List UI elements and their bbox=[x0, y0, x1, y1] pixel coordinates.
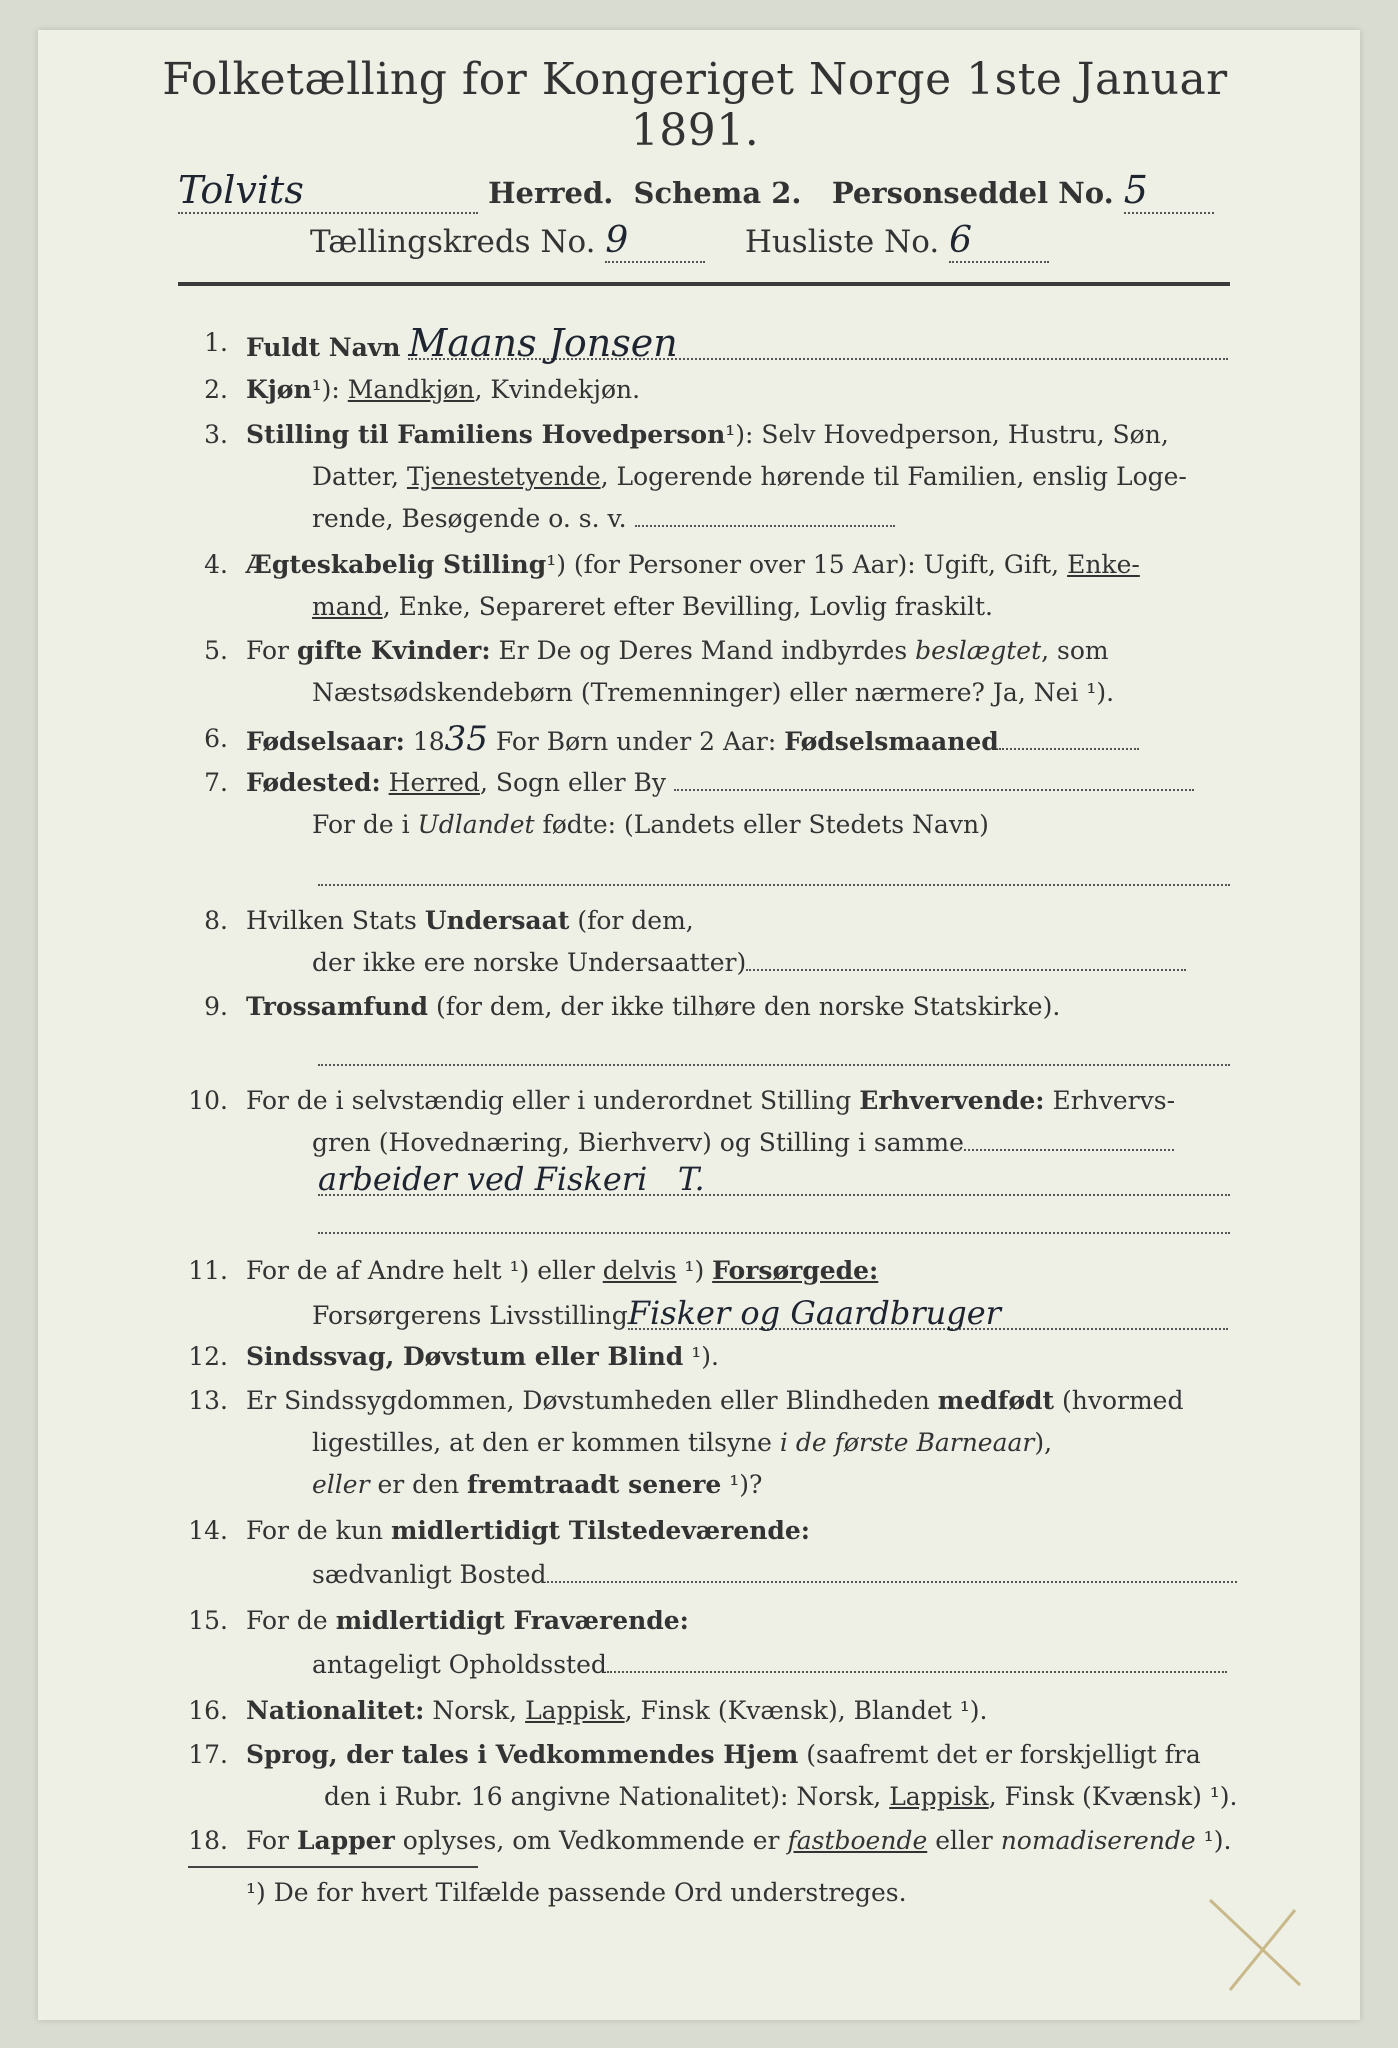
row-number: 8. bbox=[204, 906, 228, 935]
row-label: fremtraadt senere bbox=[467, 1470, 722, 1499]
row-number: 11. bbox=[188, 1256, 228, 1285]
row-number: 1. bbox=[204, 328, 228, 357]
row-text: den i Rubr. 16 angivne Nationalitet): Norsk, bbox=[324, 1782, 890, 1811]
row-number: 17. bbox=[188, 1740, 228, 1769]
row-label: Trossamfund bbox=[246, 992, 429, 1021]
row-number: 3. bbox=[204, 420, 228, 449]
row-text: antageligt Opholdssted bbox=[312, 1650, 607, 1679]
answer-blank bbox=[746, 969, 1186, 971]
row-number: 4. bbox=[204, 550, 228, 579]
answer-blank bbox=[318, 884, 1230, 886]
underlined-option: Enke- bbox=[1067, 550, 1140, 579]
row-text: For de af Andre helt ¹) eller bbox=[246, 1256, 603, 1285]
underlined-option: mand bbox=[312, 592, 383, 621]
underlined-option: Lappisk bbox=[889, 1782, 989, 1811]
personseddel-label: Personseddel No. bbox=[831, 176, 1114, 210]
row-text: Forsørgerens Livsstilling bbox=[312, 1301, 628, 1330]
herred-label: Herred. bbox=[488, 176, 614, 210]
row-label: Stilling til Familiens Hovedperson bbox=[246, 420, 726, 449]
row-text: ligestilles, at den er kommen tilsyne bbox=[312, 1428, 780, 1457]
row-number: 12. bbox=[188, 1342, 228, 1371]
answer-blank bbox=[999, 748, 1139, 750]
herred-name: Tolvits bbox=[178, 168, 478, 214]
full-name-answer: Maans Jonsen bbox=[408, 328, 1228, 360]
row-text: ¹). bbox=[1195, 1826, 1232, 1855]
row-text: sædvanligt Bosted bbox=[312, 1560, 547, 1589]
row-text: Norsk, bbox=[424, 1696, 526, 1725]
row-text: , Kvindekjøn. bbox=[474, 375, 641, 404]
row-text: (hvormed bbox=[1054, 1386, 1184, 1415]
row-label: Forsørgede: bbox=[712, 1256, 879, 1285]
row-number: 9. bbox=[204, 992, 228, 1021]
answer-blank bbox=[547, 1581, 1237, 1583]
row-text: , som bbox=[1041, 636, 1109, 665]
row-label: Sindssvag, Døvstum eller Blind bbox=[246, 1342, 684, 1371]
row-text: For bbox=[246, 1826, 297, 1855]
row-text: Er Sindssygdommen, Døvstumheden eller Blindheden bbox=[246, 1386, 938, 1415]
answer-blank bbox=[318, 1232, 1230, 1234]
row-text: er den bbox=[369, 1470, 468, 1499]
row-label: Nationalitet: bbox=[246, 1696, 425, 1725]
occupation-mark: T. bbox=[677, 1160, 705, 1198]
row-text: nomadiserende bbox=[1000, 1826, 1196, 1855]
row-number: 5. bbox=[204, 636, 228, 665]
row-text: For de i bbox=[312, 810, 418, 839]
occupation-answer bbox=[318, 1160, 1230, 1198]
row-number: 2. bbox=[204, 375, 228, 404]
row-number: 15. bbox=[188, 1606, 228, 1635]
row-text: eller bbox=[927, 1826, 1001, 1855]
row-number: 16. bbox=[188, 1696, 228, 1725]
row-label: midlertidigt Fraværende: bbox=[335, 1606, 689, 1635]
row-text: ), bbox=[1034, 1428, 1053, 1457]
kreds-label: Tællingskreds No. bbox=[310, 224, 596, 260]
row-number: 7. bbox=[204, 768, 228, 797]
row-text: Hvilken Stats bbox=[246, 906, 425, 935]
row-text: , Enke, Separeret efter Bevilling, Lovlig fraskilt. bbox=[382, 592, 993, 621]
kreds-line bbox=[310, 220, 1049, 263]
row-label: Undersaat bbox=[424, 906, 570, 935]
answer-blank bbox=[318, 1064, 1230, 1066]
row-text: Datter, bbox=[312, 462, 407, 491]
underlined-option: delvis bbox=[602, 1256, 677, 1285]
answer-blank bbox=[607, 1671, 1227, 1673]
herred-line bbox=[178, 168, 1214, 214]
underlined-option: Tjenestetyende bbox=[406, 462, 601, 491]
row-number: 10. bbox=[188, 1086, 228, 1115]
row-label: Kjøn bbox=[246, 375, 312, 404]
row-text: Udlandet bbox=[417, 810, 535, 839]
row-label: Fuldt Navn bbox=[246, 333, 401, 362]
row-text: For de i selvstændig eller i underordnet Stilling bbox=[246, 1086, 860, 1115]
answer-blank bbox=[674, 789, 1194, 791]
row-label: Fødselsmaaned bbox=[784, 727, 999, 756]
row-text: oplyses, om Vedkommende er bbox=[394, 1826, 788, 1855]
cross-mark-icon bbox=[1200, 1890, 1320, 2000]
answer-blank bbox=[964, 1149, 1174, 1151]
provider-occupation-answer: Fisker og Gaardbruger bbox=[628, 1298, 1228, 1330]
underlined-option: fastboende bbox=[787, 1826, 928, 1855]
row-text: , Sogn eller By bbox=[479, 768, 667, 797]
row-text: ¹): Selv Hovedperson, Hustru, Søn, bbox=[725, 420, 1169, 449]
row-number: 14. bbox=[188, 1516, 228, 1545]
row-text: gren (Hovednæring, Bierhverv) og Stilling i samme bbox=[312, 1128, 964, 1157]
row-text: i de første Barneaar bbox=[779, 1428, 1035, 1457]
row-number: 18. bbox=[188, 1826, 228, 1855]
row-number: 6. bbox=[204, 724, 228, 753]
row-text: ¹) (for Personer over 15 Aar): Ugift, Gift, bbox=[546, 550, 1068, 579]
husliste-label: Husliste No. bbox=[744, 224, 940, 260]
header-rule bbox=[178, 282, 1230, 286]
underlined-option: Mandkjøn bbox=[347, 375, 475, 404]
husliste-number: 6 bbox=[949, 220, 1049, 263]
row-text: eller bbox=[312, 1470, 370, 1499]
personseddel-number: 5 bbox=[1124, 168, 1214, 214]
row-text: , Finsk (Kvænsk), Blandet ¹). bbox=[624, 1696, 988, 1725]
birth-year-answer: 35 bbox=[444, 719, 488, 759]
row-text: fødte: (Landets eller Stedets Navn) bbox=[534, 810, 989, 839]
row-number: 13. bbox=[188, 1386, 228, 1415]
underlined-option: Lappisk bbox=[525, 1696, 625, 1725]
row-label: Fødselsaar: bbox=[246, 727, 405, 756]
row-label: midlertidigt Tilstedeværende: bbox=[390, 1516, 811, 1545]
row-text: Næstsødskendebørn (Tremenninger) eller nærmere? Ja, Nei ¹). bbox=[312, 678, 1115, 707]
row-label: medfødt bbox=[937, 1386, 1055, 1415]
row-label: Lapper bbox=[296, 1826, 395, 1855]
row-text: beslægtet bbox=[915, 636, 1042, 665]
footnote: ¹) De for hvert Tilfælde passende Ord understreges. bbox=[246, 1878, 907, 1907]
row-text: rende, Besøgende o. s. v. bbox=[312, 504, 627, 533]
row-text: Erhvervs- bbox=[1044, 1086, 1176, 1115]
row-text: ¹). bbox=[683, 1342, 719, 1371]
row-text: (for dem, bbox=[569, 906, 694, 935]
row-text: ¹)? bbox=[721, 1470, 763, 1499]
row-text: For bbox=[246, 636, 297, 665]
row-text: For de kun bbox=[246, 1516, 391, 1545]
row-label: Sprog, der tales i Vedkommendes Hjem bbox=[246, 1740, 799, 1769]
row-label: Fødested: bbox=[246, 768, 381, 797]
row-label: Ægteskabelig Stilling bbox=[246, 550, 547, 579]
row-text: For Børn under 2 Aar: bbox=[487, 727, 785, 756]
row-label: gifte Kvinder: bbox=[296, 636, 491, 665]
form-title: Folketælling for Kongeriget Norge 1ste Januar 1891. bbox=[162, 54, 1228, 156]
row-text: ¹) bbox=[676, 1256, 713, 1285]
row-text: ¹): bbox=[311, 375, 348, 404]
schema-label: Schema 2. bbox=[633, 176, 802, 210]
row-label: Erhvervende: bbox=[859, 1086, 1045, 1115]
row-text: , Logerende hørende til Familien, enslig Loge- bbox=[600, 462, 1187, 491]
row-text: (for dem, der ikke tilhøre den norske Statskirke). bbox=[428, 992, 1061, 1021]
underlined-option: Herred bbox=[388, 768, 480, 797]
row-text: (saafremt det er forskjelligt fra bbox=[798, 1740, 1201, 1769]
row-text: For de bbox=[246, 1606, 336, 1635]
answer-blank bbox=[635, 525, 895, 527]
row-text: Er De og Deres Mand indbyrdes bbox=[490, 636, 916, 665]
row-text: 18 bbox=[404, 727, 445, 756]
kreds-number: 9 bbox=[605, 220, 705, 263]
row-text: der ikke ere norske Undersaatter) bbox=[312, 948, 747, 977]
row-text: , Finsk (Kvænsk) ¹). bbox=[988, 1782, 1238, 1811]
occupation-text: arbeider ved Fiskeri bbox=[318, 1160, 648, 1198]
footnote-rule bbox=[188, 1866, 478, 1868]
